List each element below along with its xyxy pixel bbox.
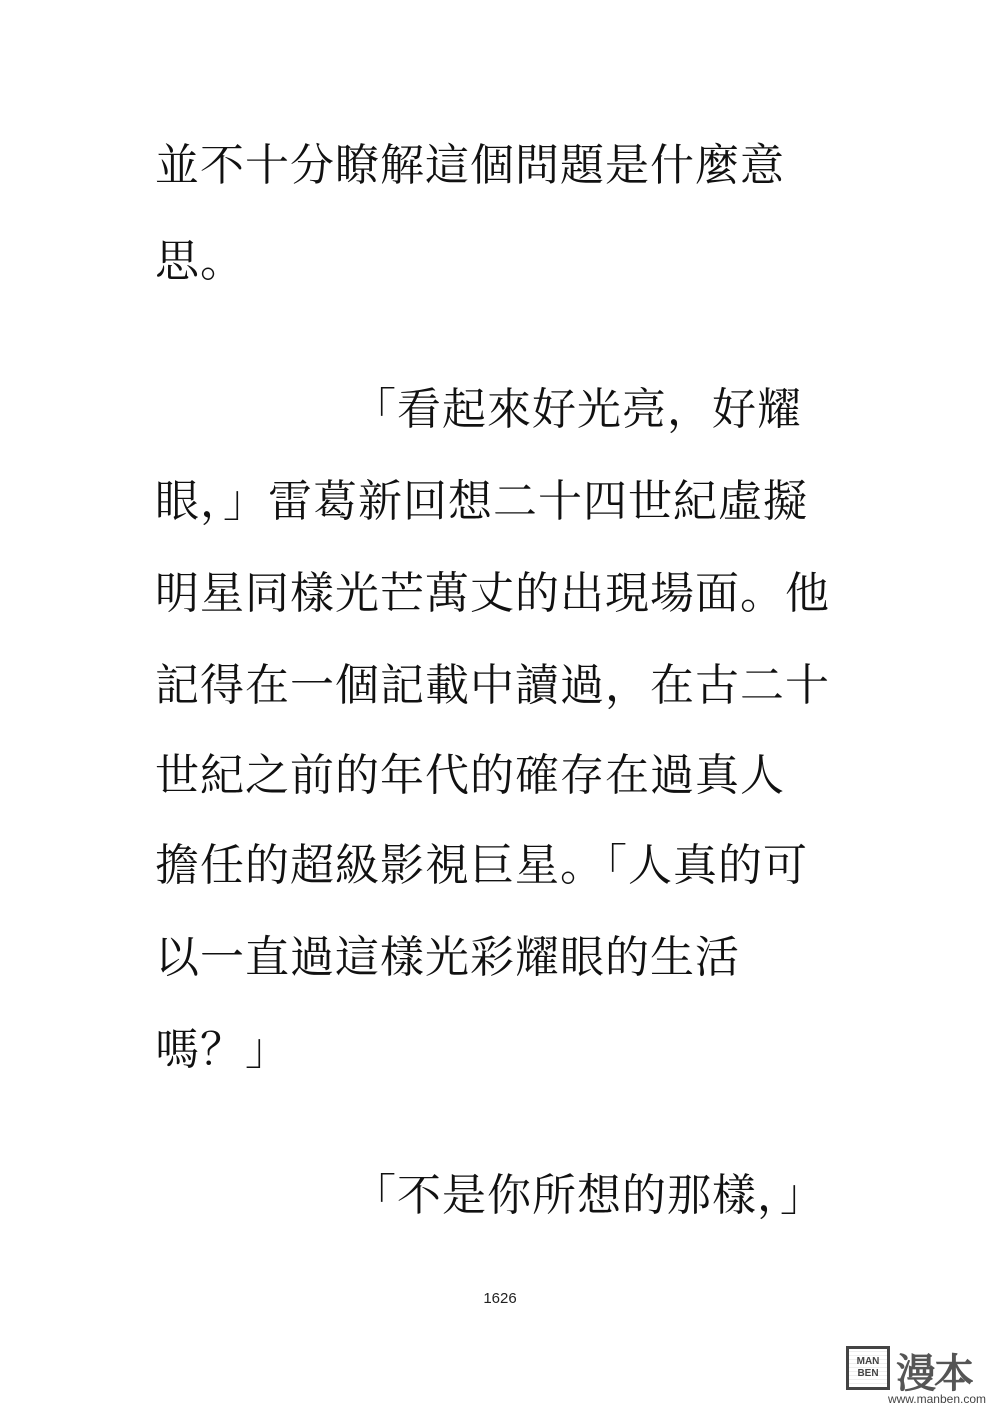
text-line-4: 眼，」雷葛新回想二十四世紀虛擬 (155, 476, 808, 527)
text-line-2: 思。 (155, 236, 245, 287)
text-line-6: 記得在一個記載中讀過，在古二十 (155, 660, 830, 711)
page-number: 1626 (483, 1290, 517, 1307)
text-line-11: 「不是你所想的那樣，」 (352, 1170, 825, 1221)
text-line-8: 擔任的超級影視巨星。「人真的可 (155, 840, 808, 891)
watermark-name: 漫本 (896, 1352, 972, 1396)
text-line-7: 世紀之前的年代的確存在過真人 (155, 750, 785, 801)
text-line-5: 明星同樣光芒萬丈的出現場面。他 (155, 568, 830, 619)
text-line-1: 並不十分瞭解這個問題是什麼意 (155, 140, 785, 191)
watermark-url: www.manben.com (887, 1392, 986, 1406)
text-line-10: 嗎？」 (155, 1024, 290, 1075)
watermark-logo-icon (846, 1346, 890, 1390)
watermark (846, 1346, 986, 1404)
watermark-logo-top: MAN (856, 1356, 880, 1367)
watermark-logo-bottom: BEN (857, 1368, 879, 1379)
text-line-9: 以一直過這樣光彩耀眼的生活 (155, 932, 740, 983)
text-line-3: 「看起來好光亮，好耀 (352, 384, 802, 435)
